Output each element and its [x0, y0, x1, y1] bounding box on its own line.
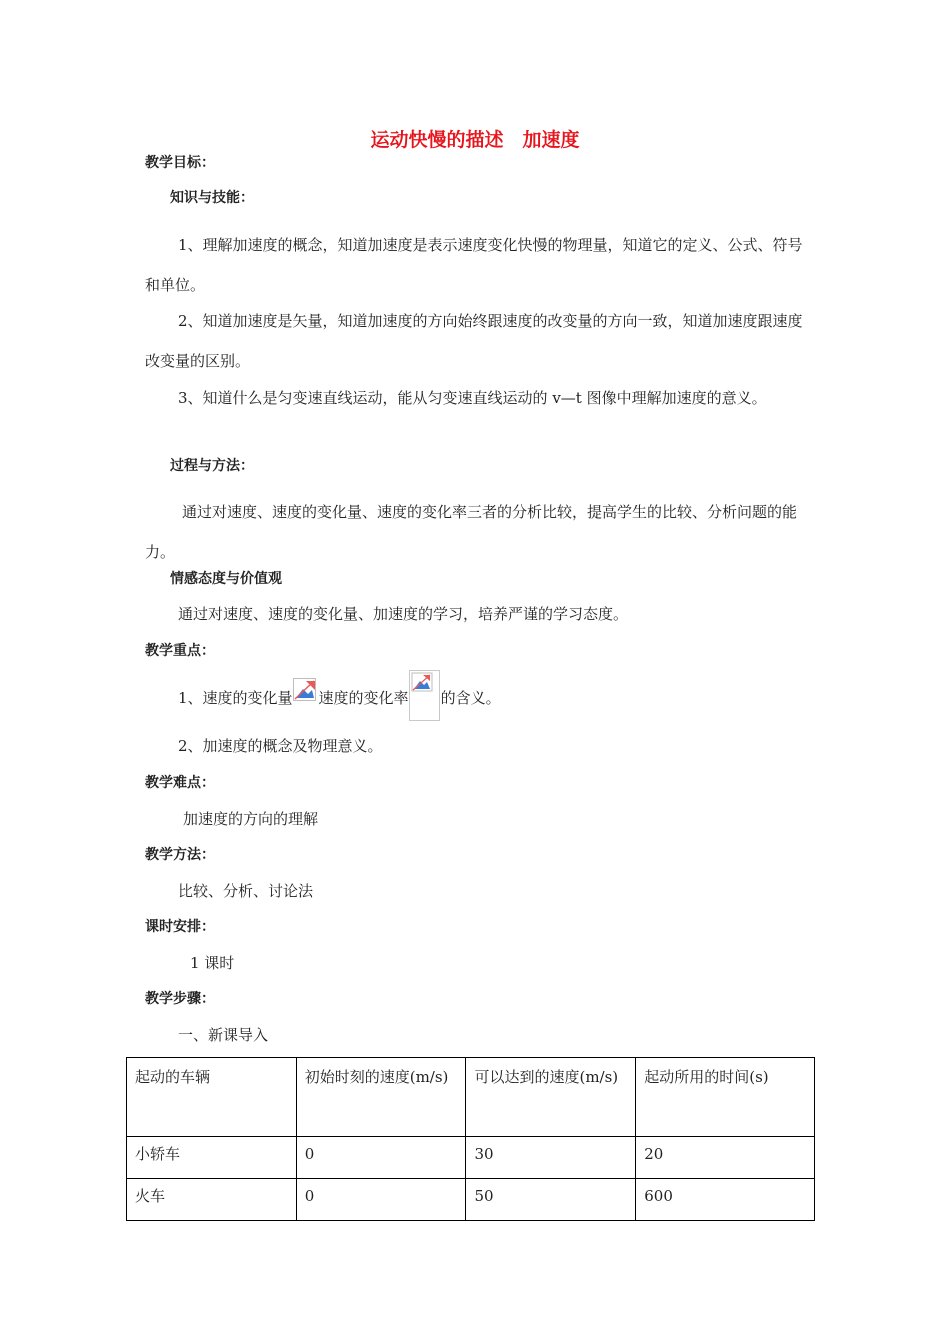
key-point-2: 2、加速度的概念及物理意义。 — [178, 737, 383, 755]
table-cell: 50 — [466, 1179, 636, 1221]
knowledge-heading: 知识与技能： — [170, 190, 254, 206]
table-header-cell: 初始时刻的速度(m/s) — [296, 1058, 466, 1137]
knowledge-item-1: 1、理解加速度的概念，知道加速度是表示速度变化快慢的物理量，知道它的定义、公式、符号和单位。 — [145, 236, 803, 294]
table-cell: 0 — [296, 1179, 466, 1221]
vehicle-data-table — [126, 1057, 815, 1221]
table-header-cell: 起动所用的时间(s) — [636, 1058, 815, 1137]
key-points-heading: 教学重点： — [145, 643, 215, 659]
table-cell: 20 — [636, 1137, 815, 1179]
key-point-1-part-c: 的含义。 — [440, 689, 501, 707]
table-cell: 火车 — [127, 1179, 297, 1221]
difficulty-heading: 教学难点： — [145, 775, 215, 791]
step-1-heading: 一、新课导入 — [178, 1026, 269, 1044]
table-row — [127, 1137, 815, 1179]
table-row — [127, 1179, 815, 1221]
table-header-cell: 起动的车辆 — [127, 1058, 297, 1137]
table-header-row — [127, 1058, 815, 1137]
knowledge-item-2: 2、知道加速度是矢量，知道加速度的方向始终跟速度的改变量的方向一致，知道加速度跟速度改变量的区别。 — [145, 312, 803, 370]
process-text: 通过对速度、速度的变化量、速度的变化率三者的分析比较，提高学生的比较、分析问题的能力。 — [145, 503, 798, 561]
process-heading: 过程与方法： — [170, 458, 254, 474]
key-point-1-part-b: 速度的变化率 — [318, 689, 409, 707]
steps-heading: 教学步骤： — [145, 991, 215, 1007]
page-title: 运动快慢的描述 加速度 — [370, 129, 580, 151]
emotion-text: 通过对速度、速度的变化量、加速度的学习，培养严谨的学习态度。 — [178, 605, 629, 623]
emotion-heading: 情感态度与价值观 — [170, 571, 282, 587]
broken-image-icon — [293, 688, 319, 708]
method-heading: 教学方法： — [145, 847, 215, 863]
objectives-heading: 教学目标： — [145, 155, 215, 171]
table-cell: 30 — [466, 1137, 636, 1179]
table-cell: 0 — [296, 1137, 466, 1179]
key-point-1-part-a: 1、速度的变化量 — [178, 689, 293, 707]
difficulty-text: 加速度的方向的理解 — [183, 810, 319, 828]
key-point-1 — [178, 688, 501, 708]
table-cell: 600 — [636, 1179, 815, 1221]
schedule-heading: 课时安排： — [145, 919, 215, 935]
broken-image-icon — [409, 688, 441, 708]
schedule-text: 1 课时 — [190, 954, 235, 972]
knowledge-item-3: 3、知道什么是匀变速直线运动，能从匀变速直线运动的 v—t 图像中理解加速度的意义。 — [178, 389, 767, 407]
table-header-cell: 可以达到的速度(m/s) — [466, 1058, 636, 1137]
table-cell: 小轿车 — [127, 1137, 297, 1179]
method-text: 比较、分析、讨论法 — [178, 882, 314, 900]
